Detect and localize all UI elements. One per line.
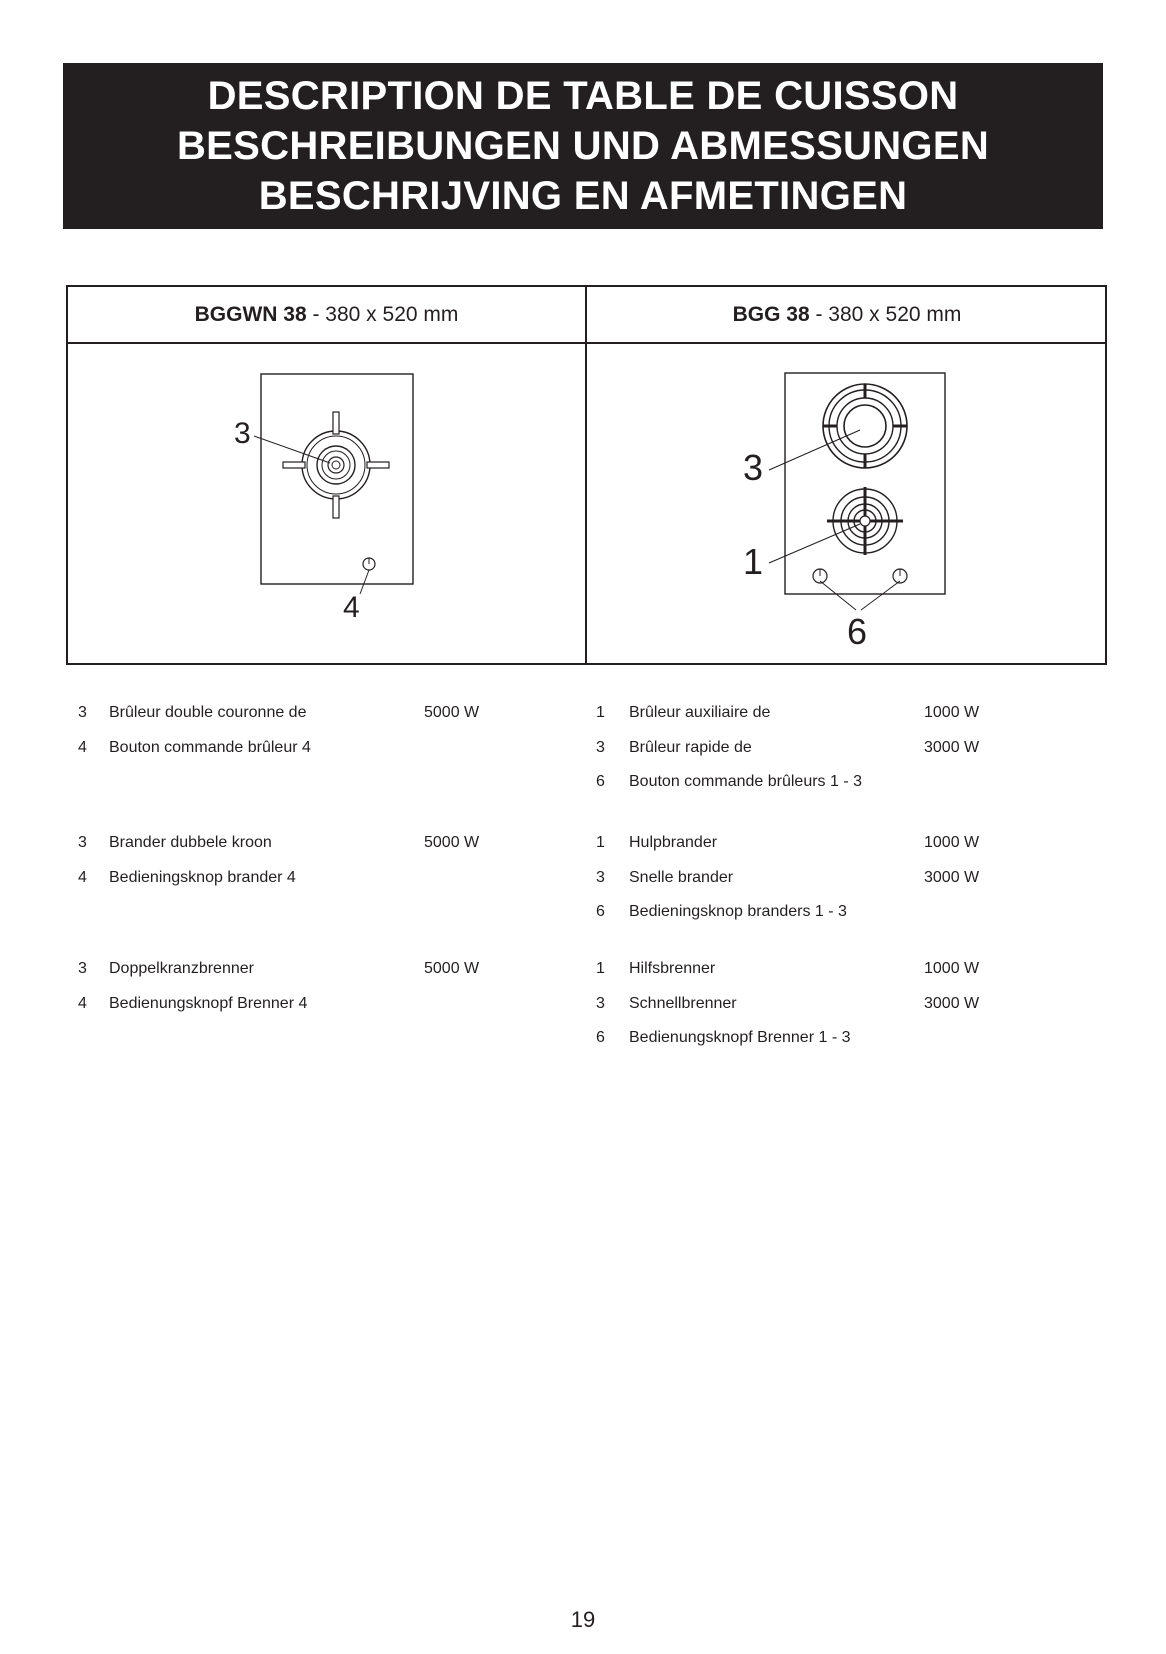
auxiliary-burner-icon bbox=[827, 487, 903, 555]
page-title-band bbox=[63, 63, 1103, 229]
legend-value: 3000 W bbox=[924, 995, 980, 1012]
title-line-de: BESCHREIBUNGEN UND ABMESSUNGEN bbox=[176, 124, 990, 168]
legend-label: Bedieningsknop branders 1 - 3 bbox=[629, 903, 847, 920]
legend-number: 1 bbox=[596, 834, 605, 851]
legend-fr-right bbox=[596, 704, 1016, 794]
legend-label: Brander dubbele kroon bbox=[109, 834, 272, 851]
legend-label: Brûleur rapide de bbox=[629, 739, 752, 756]
title-line-fr: DESCRIPTION DE TABLE DE CUISSON bbox=[207, 74, 959, 118]
legend-value: 1000 W bbox=[924, 960, 980, 977]
legend-label: Hilfsbrenner bbox=[629, 960, 716, 977]
callout-burner-3: 3 bbox=[234, 417, 251, 450]
control-knob-icon bbox=[893, 569, 907, 583]
model-dimensions: - 380 x 520 mm bbox=[809, 302, 962, 326]
hob-drawing-single bbox=[68, 344, 585, 662]
legend-label: Brûleur double couronne de bbox=[109, 704, 307, 721]
hob-drawing-double bbox=[587, 344, 1106, 662]
legend-number: 3 bbox=[596, 739, 605, 756]
spec-table bbox=[66, 285, 1107, 665]
legend-number: 3 bbox=[78, 960, 87, 977]
legend-label: Bedieningsknop brander 4 bbox=[109, 869, 296, 886]
model-header-bgg38 bbox=[587, 287, 1107, 342]
page-number: 19 bbox=[570, 1607, 596, 1632]
callout-burner-3: 3 bbox=[743, 447, 764, 488]
legend-label: Brûleur auxiliaire de bbox=[629, 704, 771, 721]
legend-nl-left bbox=[78, 834, 518, 894]
legend-number: 3 bbox=[78, 704, 87, 721]
legend-value: 1000 W bbox=[924, 834, 980, 851]
legend-number: 4 bbox=[78, 739, 87, 756]
legend-fr-left bbox=[78, 704, 518, 764]
legend-number: 1 bbox=[596, 960, 605, 977]
model-name: BGGWN 38 bbox=[194, 302, 307, 326]
legend-label: Bedienungsknopf Brenner 1 - 3 bbox=[629, 1029, 851, 1046]
legend-number: 4 bbox=[78, 995, 87, 1012]
hob-diagram-bggwn38 bbox=[68, 344, 585, 662]
legend-label: Bouton commande brûleur 4 bbox=[109, 739, 311, 756]
legend-nl-right bbox=[596, 834, 1016, 924]
legend-number: 6 bbox=[596, 1029, 605, 1046]
legend-number: 3 bbox=[596, 869, 605, 886]
legend-number: 3 bbox=[596, 995, 605, 1012]
legend-value: 5000 W bbox=[424, 704, 480, 721]
legend-number: 3 bbox=[78, 834, 87, 851]
legend-label: Bedienungsknopf Brenner 4 bbox=[109, 995, 308, 1012]
legend-value: 3000 W bbox=[924, 869, 980, 886]
model-dimensions: - 380 x 520 mm bbox=[306, 302, 459, 326]
legend-number: 4 bbox=[78, 869, 87, 886]
legend-number: 6 bbox=[596, 903, 605, 920]
legend-value: 3000 W bbox=[924, 739, 980, 756]
control-knob-icon bbox=[363, 558, 375, 570]
legend-value: 1000 W bbox=[924, 704, 980, 721]
legend-number: 6 bbox=[596, 773, 605, 790]
legend-number: 1 bbox=[596, 704, 605, 721]
model-header-bggwn38 bbox=[68, 287, 585, 342]
callout-knobs-6: 6 bbox=[847, 611, 868, 652]
legend-value: 5000 W bbox=[424, 960, 480, 977]
legend-label: Snelle brander bbox=[629, 869, 734, 886]
legend-label: Bouton commande brûleurs 1 - 3 bbox=[629, 773, 863, 790]
callout-knob-4: 4 bbox=[343, 591, 360, 624]
legend-de-right bbox=[596, 960, 1016, 1050]
legend-label: Doppelkranzbrenner bbox=[109, 960, 254, 977]
double-crown-burner-icon bbox=[283, 412, 389, 518]
control-knob-icon bbox=[813, 569, 827, 583]
legend-label: Hulpbrander bbox=[629, 834, 718, 851]
legend-label: Schnellbrenner bbox=[629, 995, 737, 1012]
callout-burner-1: 1 bbox=[743, 541, 764, 582]
legend-de-left bbox=[78, 960, 518, 1020]
hob-outline bbox=[785, 373, 945, 594]
title-line-nl: BESCHRIJVING EN AFMETINGEN bbox=[258, 174, 908, 218]
model-name: BGG 38 bbox=[732, 302, 810, 326]
hob-diagram-bgg38 bbox=[587, 344, 1106, 662]
legend-value: 5000 W bbox=[424, 834, 480, 851]
rapid-burner-icon bbox=[823, 384, 907, 468]
